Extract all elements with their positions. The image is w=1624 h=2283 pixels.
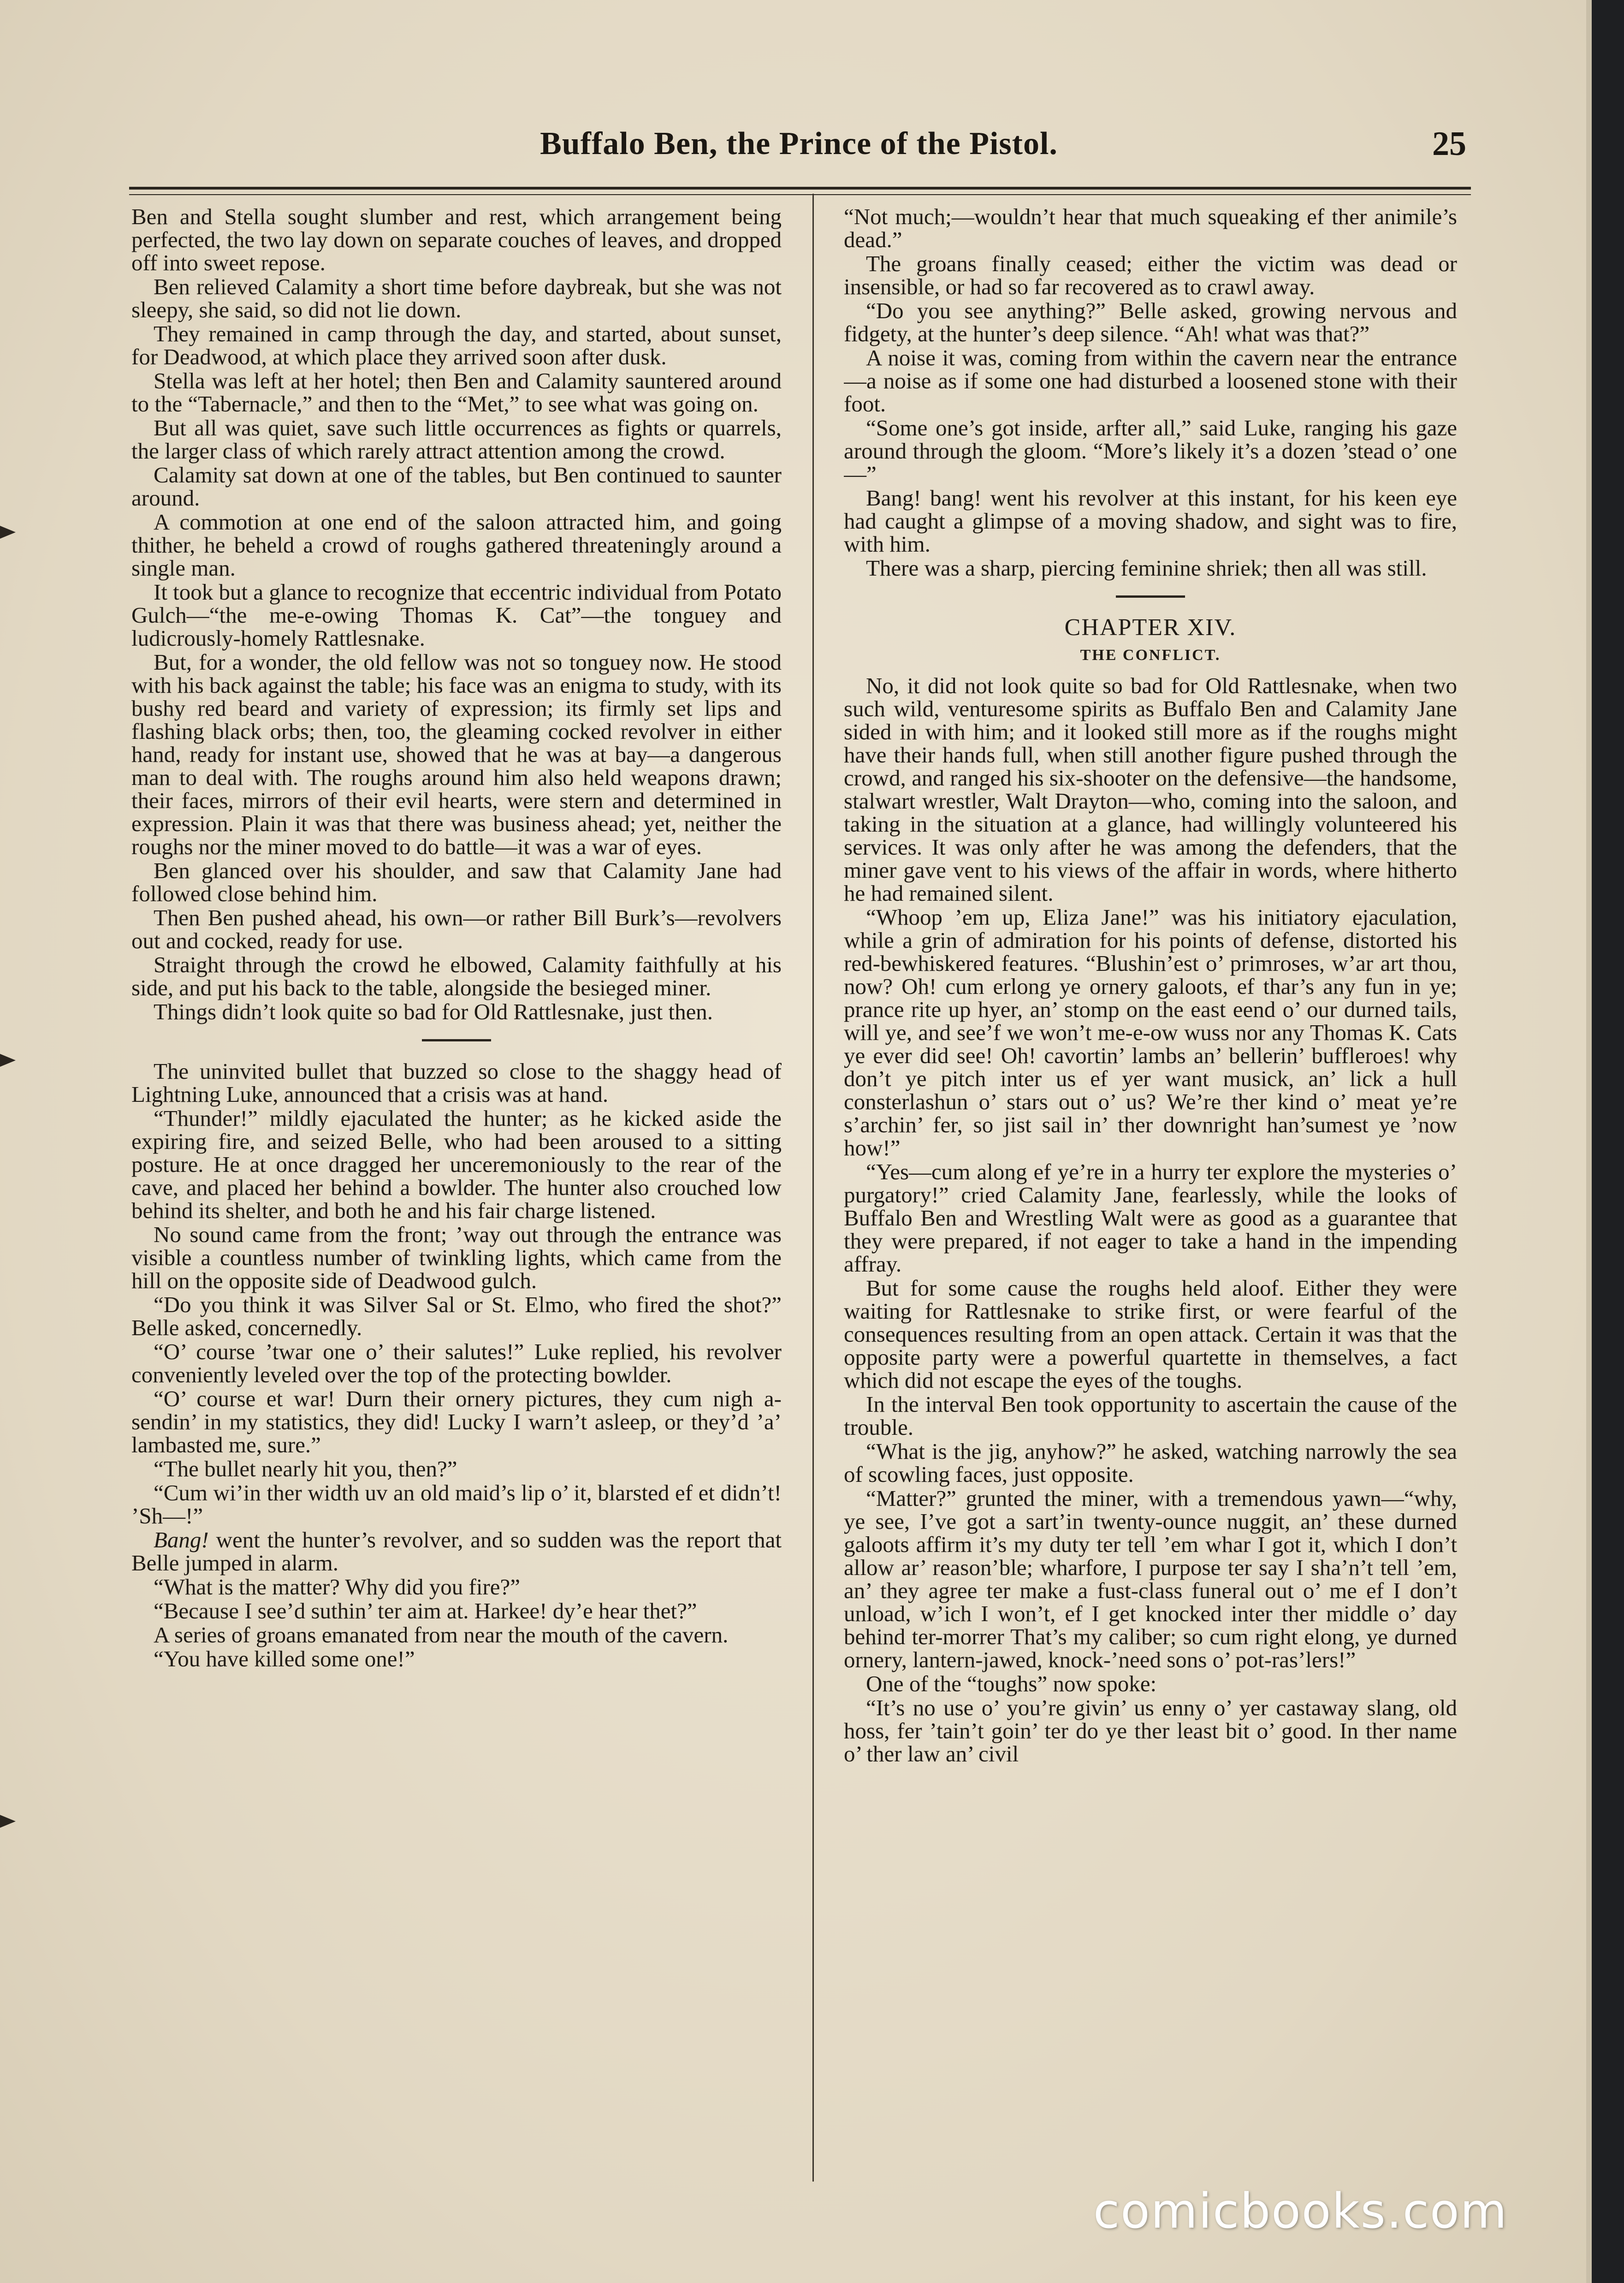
paragraph: “Cum wi’in ther width uv an old maid’s lip o’ it, blarsted ef et didn’t! ’Sh—!” <box>131 1480 782 1528</box>
paragraph: “Thunder!” mildly ejaculated the hunter; as he kicked aside the expiring fire, and seized Belle, who had been aroused to a sitting posture. He at once dragged her unceremoniously to the rear of the cave, and placed her behind a bowlder. The hunter also crouched low behind its shelter, and both he and his fair charge listened. <box>131 1106 782 1223</box>
site-watermark: comicbooks.com <box>1093 2183 1508 2239</box>
running-title: Buffalo Ben, the Prince of the Pistol. <box>540 126 1058 161</box>
paragraph: Ben and Stella sought slumber and rest, which arrangement being perfected, the two lay down on separate couches of leaves, and dropped off into sweet repose. <box>131 205 782 275</box>
section-break-rule <box>1116 595 1185 598</box>
paragraph: “It’s no use o’ you’re givin’ us enny o’ yer castaway slang, old hoss, fer ’tain’t goin’ ter do ye ther least bit o’ good. In ther name o’ ther law an’ civil <box>844 1695 1457 1766</box>
bang-word: Bang! <box>154 1527 209 1552</box>
paragraph: “Some one’s got inside, arfter all,” said Luke, ranging his gaze around through the gloom. “More’s likely it’s a dozen ’stead o’ one—” <box>844 415 1457 487</box>
paragraph: “Whoop ’em up, Eliza Jane!” was his initiatory ejaculation, while a grin of admiration for his points of defense, distorted his red-bewhiskered features. “Blushin’est o’ primroses, w’ar art thou, now? Oh! cum erlong ye ornery galoots, ef thar’s any fun in ye; prance rite up hyer, an’ stomp on the east eend o’ our durned tails, will ye, and see’f we won’t me-e-ow wuss nor any Thomas K. Cats ye ever did see! Oh! cavortin’ lambs an’ bellerin’ buffleroes! why don’t ye pitch inter us ef yer want musick, an’ lick a hull consterlashun o’ stars out o’ us? We’re ther kind o’ meat ye’re s’archin’ fer, so jist sail in’ ther downright han’sumest ye ’now how!” <box>844 904 1457 1160</box>
binding-hole-icon <box>0 526 16 539</box>
paragraph: “What is the matter? Why did you fire?” <box>154 1574 521 1599</box>
paragraph: Then Ben pushed ahead, his own—or rather Bill Burk’s—revolvers out and cocked, ready for use. <box>131 905 782 953</box>
paragraph: Ben relieved Calamity a short time before daybreak, but she was not sleepy, she said, so did not lie down. <box>131 274 782 322</box>
paragraph: “Do you think it was Silver Sal or St. Elmo, who fired the shot?” Belle asked, concernedly. <box>131 1292 782 1340</box>
binding-hole-icon <box>0 1054 16 1067</box>
page-header <box>131 121 1466 176</box>
paragraph: Ben glanced over his shoulder, and saw that Calamity Jane had followed close behind him. <box>131 858 782 906</box>
paragraph: “What is the jig, anyhow?” he asked, watching narrowly the sea of scowling faces, just opposite. <box>844 1439 1457 1487</box>
paragraph: The groans finally ceased; either the victim was dead or insensible, or had so far recovered as to crawl away. <box>844 251 1457 299</box>
chapter-subtitle: THE CONFLICT. <box>1080 647 1221 664</box>
chapter-title: CHAPTER XIV. <box>1064 614 1237 641</box>
paragraph: “O’ course ’twar one o’ their salutes!” Luke replied, his revolver conveniently leveled over the top of the protecting bowlder. <box>131 1339 782 1387</box>
paragraph: But for some cause the roughs held aloof. Either they were waiting for Rattlesnake to strike first, or were fearful of the consequences resulting from an open attack. Certain it was that the opposite party were a powerful quartette in themselves, a fact which did not escape the eyes of the toughs. <box>844 1275 1457 1393</box>
paragraph: Bang! bang! went his revolver at this instant, for his keen eye had caught a glimpse of a moving shadow, and sight was to fire, with him. <box>844 485 1457 557</box>
paragraph: A series of groans emanated from near the mouth of the cavern. <box>154 1622 729 1647</box>
header-rule <box>129 187 1471 195</box>
paragraph: One of the “toughs” now spoke: <box>866 1671 1157 1696</box>
paragraph: “The bullet nearly hit you, then?” <box>154 1456 457 1481</box>
right-column <box>844 205 1457 2175</box>
paragraph: “Do you see anything?” Belle asked, growing nervous and fidgety, at the hunter’s deep silence. “Ah! what was that?” <box>844 298 1457 346</box>
paragraph: “Yes—cum along ef ye’re in a hurry ter explore the mysteries o’ purgatory!” cried Calamity Jane, fearlessly, while the looks of Buffalo Ben and Wrestling Walt were as good as a guarantee that they were prepared, if not eager to take a hand in the impending affray. <box>844 1159 1457 1277</box>
paragraph: “Not much;—wouldn’t hear that much squeaking ef ther animile’s dead.” <box>844 205 1457 252</box>
paragraph: It took but a glance to recognize that eccentric individual from Potato Gulch—“the me-e-owing Thomas K. Cat”—the tonguey and ludicrously-homely Rattlesnake. <box>131 579 782 651</box>
section-break-rule <box>422 1039 491 1041</box>
paragraph: “You have killed some one!” <box>154 1646 415 1671</box>
paragraph: The uninvited bullet that buzzed so close to the shaggy head of Lightning Luke, announced that a crisis was at hand. <box>131 1058 782 1107</box>
paragraph: A commotion at one end of the saloon attracted him, and going thither, he beheld a crowd of roughs gathered threateningly around a single man. <box>131 509 782 581</box>
left-column <box>131 205 782 2175</box>
binding-hole-icon <box>0 1815 16 1828</box>
paragraph: In the interval Ben took opportunity to ascertain the cause of the trouble. <box>844 1391 1457 1440</box>
paragraph: They remained in camp through the day, and started, about sunset, for Deadwood, at which place they arrived soon after dusk. <box>131 321 782 369</box>
paragraph: Straight through the crowd he elbowed, Calamity faithfully at his side, and put his back to the table, alongside the besieged miner. <box>131 952 782 1000</box>
paragraph: Things didn’t look quite so bad for Old Rattlesnake, just then. <box>154 999 713 1024</box>
paragraph: But all was quiet, save such little occurrences as fights or quarrels, the larger class of which rarely attract attention among the crowd. <box>131 415 782 464</box>
paragraph: Stella was left at her hotel; then Ben and Calamity sauntered around to the “Tabernacle,” and then to the “Met,” to see what was going on. <box>131 368 782 416</box>
paragraph: A noise it was, coming from within the cavern near the entrance—a noise as if some one had disturbed a loosened stone with their foot. <box>844 345 1457 416</box>
paragraph: Calamity sat down at one of the tables, but Ben continued to saunter around. <box>131 462 782 511</box>
paragraph: “O’ course et war! Durn their ornery pictures, they cum nigh a-sendin’ in my statistics, they did! Lucky I warn’t asleep, or they’d ’a’ lambasted me, sure.” <box>131 1386 782 1457</box>
paragraph: “Because I see’d suthin’ ter aim at. Harkee! dy’e hear thet?” <box>154 1598 697 1623</box>
column-divider <box>812 194 814 2182</box>
paragraph <box>131 1528 782 1575</box>
paragraph: But, for a wonder, the old fellow was not so tonguey now. He stood with his back against the table; his face was an enigma to study, with its bushy red beard and variety of expression; its firmly set lips and flashing black orbs; then, too, the gleaming cocked revolver in either hand, ready for instant use, showed that he was at bay—a dangerous man to deal with. The roughs around him also held weapons drawn; their faces, mirrors of their evil hearts, were stern and determined in expression. Plain it was that there was business ahead; yet, neither the roughs nor the miner moved to do battle—it was a war of eyes. <box>131 649 782 859</box>
paragraph: No, it did not look quite so bad for Old Rattlesnake, when two such wild, venturesome spirits as Buffalo Ben and Calamity Jane sided in with him; and it looked still more as if the roughs might have their hands full, when still another figure pushed through the crowd, and ranged his six-shooter on the defensive—the handsome, stalwart wrestler, Walt Drayton—who, coming into the saloon, and taking in the situation at a glance, had willingly volunteered his services. It was only after he was among the defenders, that the miner gave vent to his views of the affair in words, where hitherto he had remained silent. <box>844 673 1457 906</box>
page-number: 25 <box>1432 125 1466 163</box>
paragraph: “Matter?” grunted the miner, with a tremendous yawn—“why, ye see, I’ve got a sart’in twenty-ounce nuggit, an’ these durned galoots affirm it’s my duty ter tell ’em whar I got it, which I don’t allow ar’ reason’ble; wharfore, I purpose ter say I sha’n’t tell ’em, an’ they agree ter make a fust-class funeral out o’ me ef I don’t unload, w’ich I won’t, ef I get knocked inter ther middle o’ day behind ter-morrer That’s my caliber; so cum right elong, ye durned ornery, lantern-jawed, knock-’need sons o’ pot-ras’lers!” <box>844 1486 1457 1672</box>
paragraph: There was a sharp, piercing feminine shriek; then all was still. <box>866 555 1427 581</box>
paragraph: No sound came from the front; ’way out through the entrance was visible a countless number of twinkling lights, which came from the hill on the opposite side of Deadwood gulch. <box>131 1222 782 1293</box>
paragraph-text: went the hunter’s revolver, and so sudden was the report that Belle jumped in alarm. <box>131 1527 782 1576</box>
